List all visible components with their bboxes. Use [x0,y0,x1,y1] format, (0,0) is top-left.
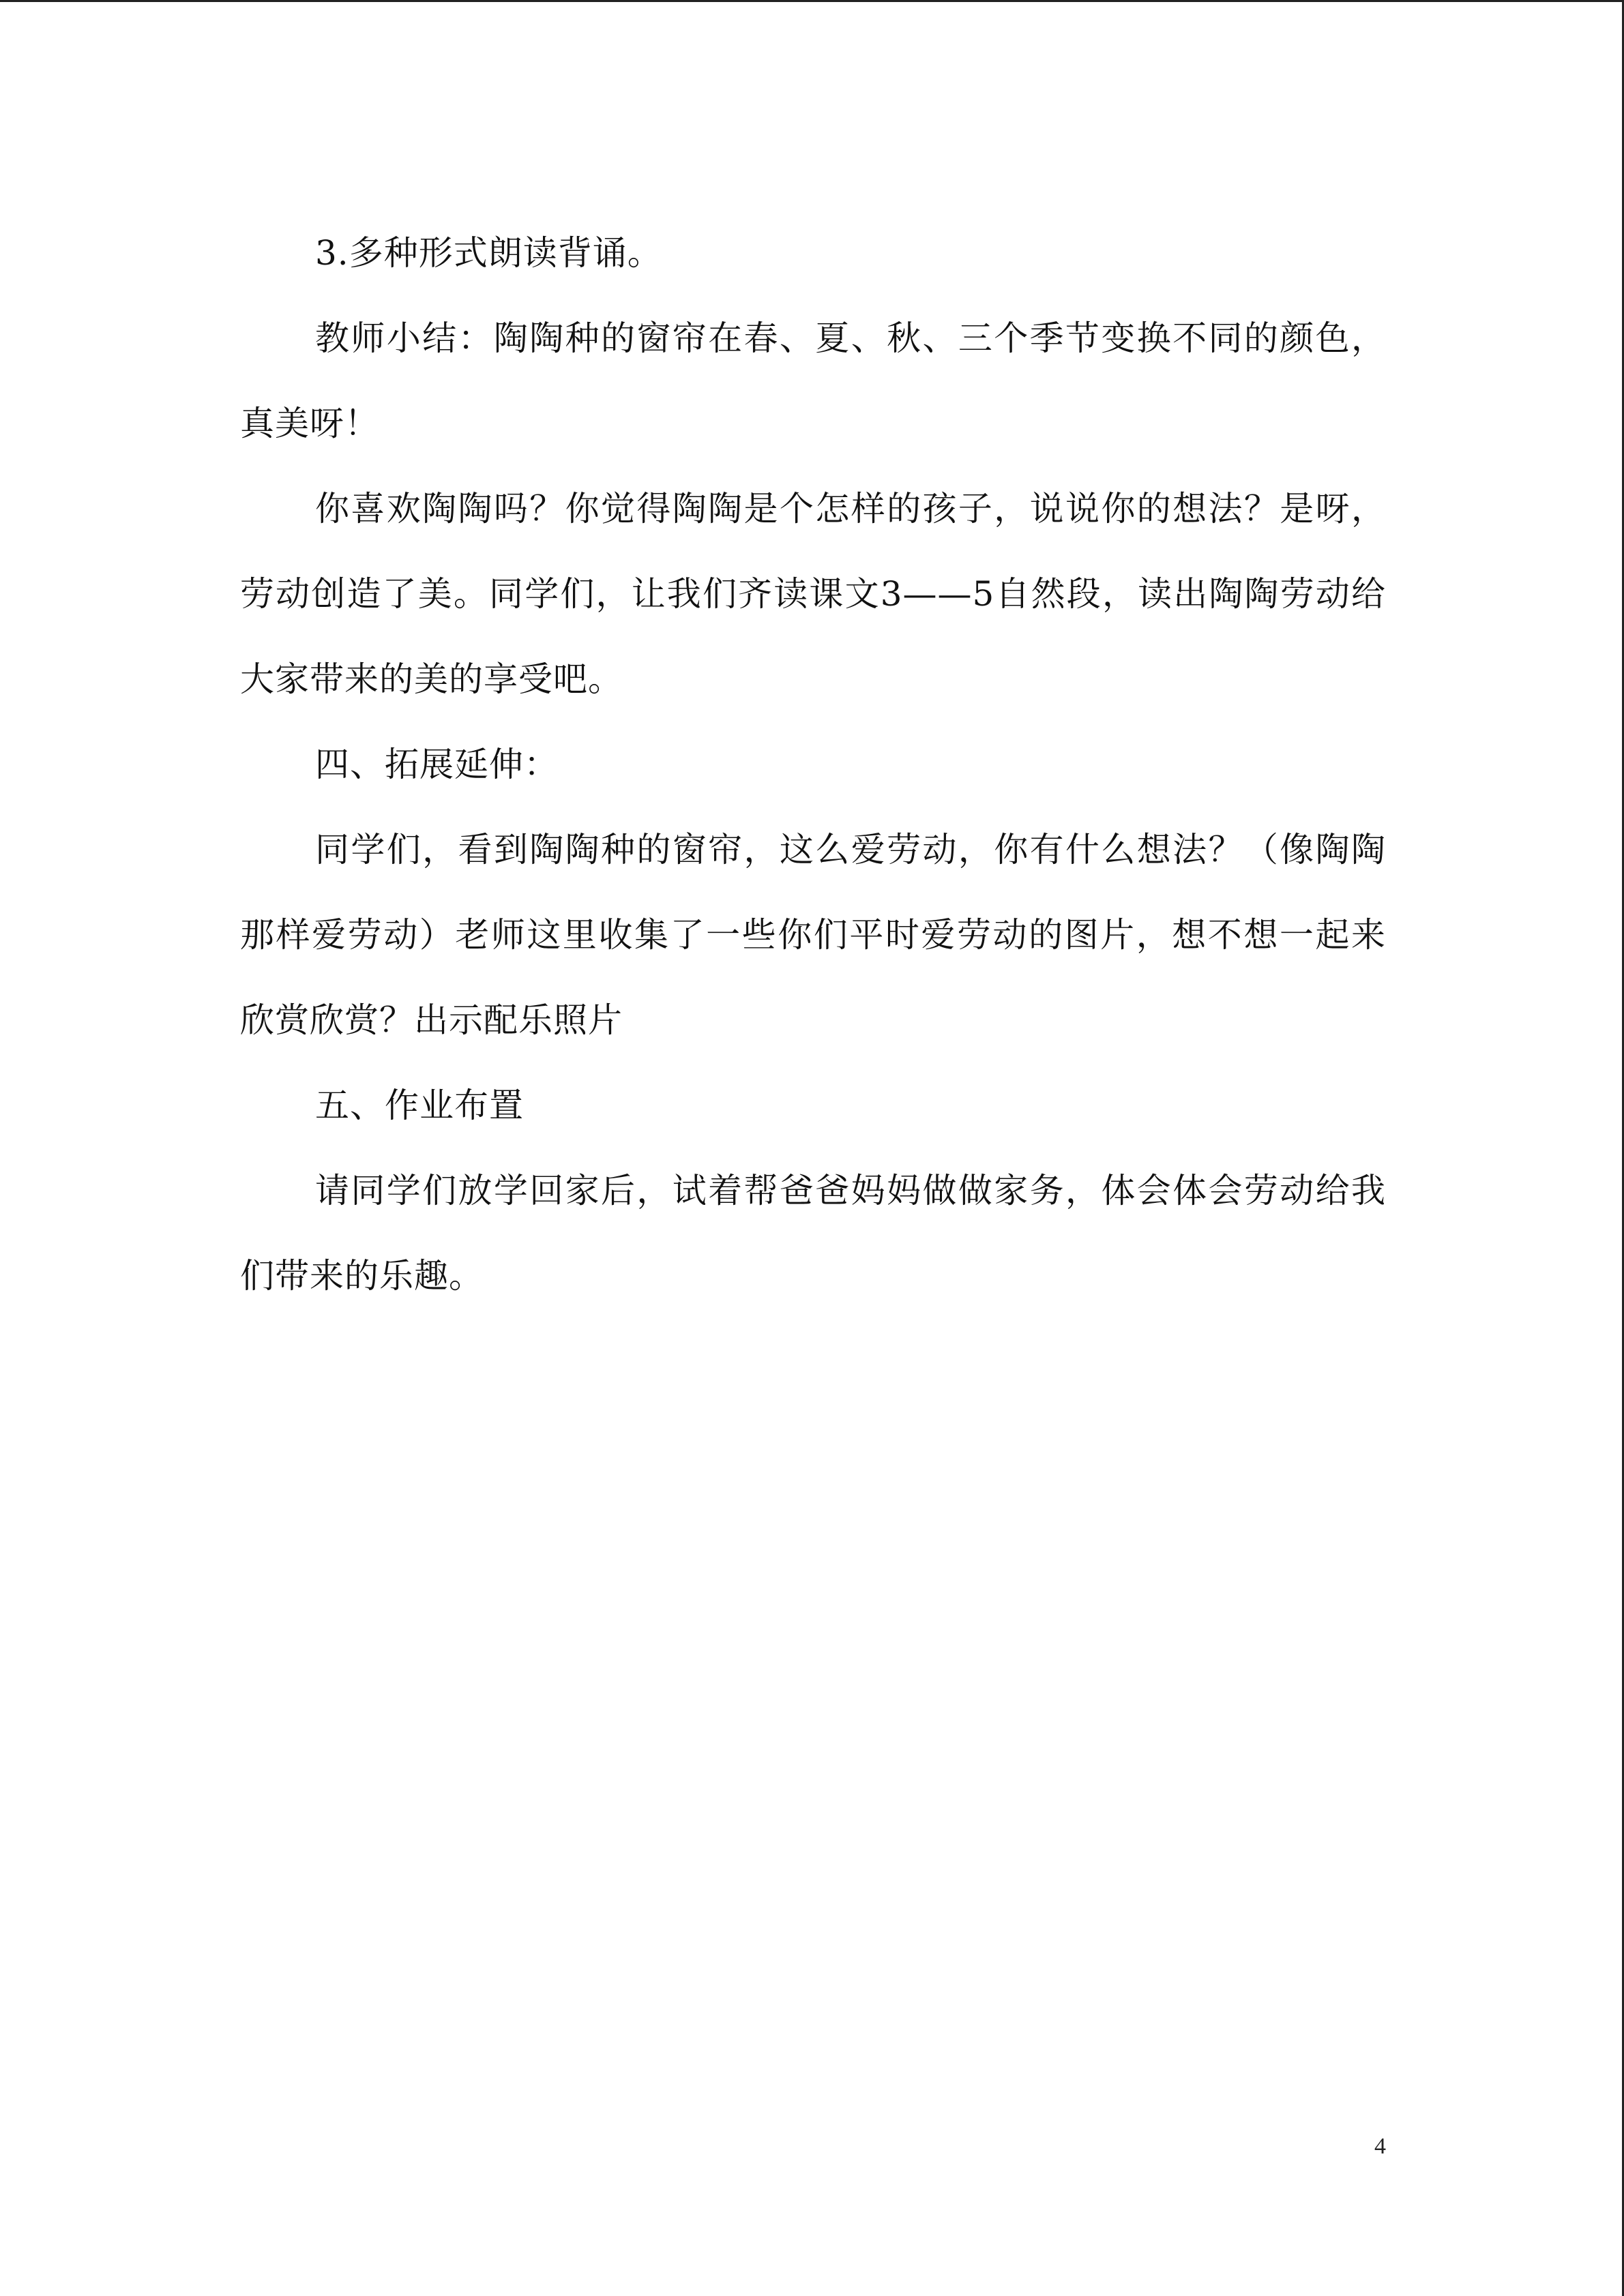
section-heading-extension: 四、拓展延伸： [315,745,559,784]
document-body [240,211,1386,1319]
section-heading-homework: 五、作业布置 [315,1086,524,1125]
paragraph-extension: 同学们，看到陶陶种的窗帘，这么爱劳动，你有什么想法？（像陶陶那样爱劳动）老师这里收集了一些你们平时爱劳动的图片，想不想一起来欣赏欣赏？出示配乐照片 [240,830,1386,1040]
paragraph-reading-method: 3.多种形式朗读背诵。 [315,233,662,273]
page-number: 4 [1374,2134,1386,2159]
paragraph-discussion: 你喜欢陶陶吗？你觉得陶陶是个怎样的孩子，说说你的想法？是呀，劳动创造了美。同学们，让我们齐读课文3——5自然段，读出陶陶劳动给大家带来的美的享受吧。 [240,489,1386,699]
paragraph-homework: 请同学们放学回家后，试着帮爸爸妈妈做做家务，体会体会劳动给我们带来的乐趣。 [240,1171,1386,1296]
paragraph-teacher-summary: 教师小结：陶陶种的窗帘在春、夏、秋、三个季节变换不同的颜色，真美呀！ [240,318,1386,443]
